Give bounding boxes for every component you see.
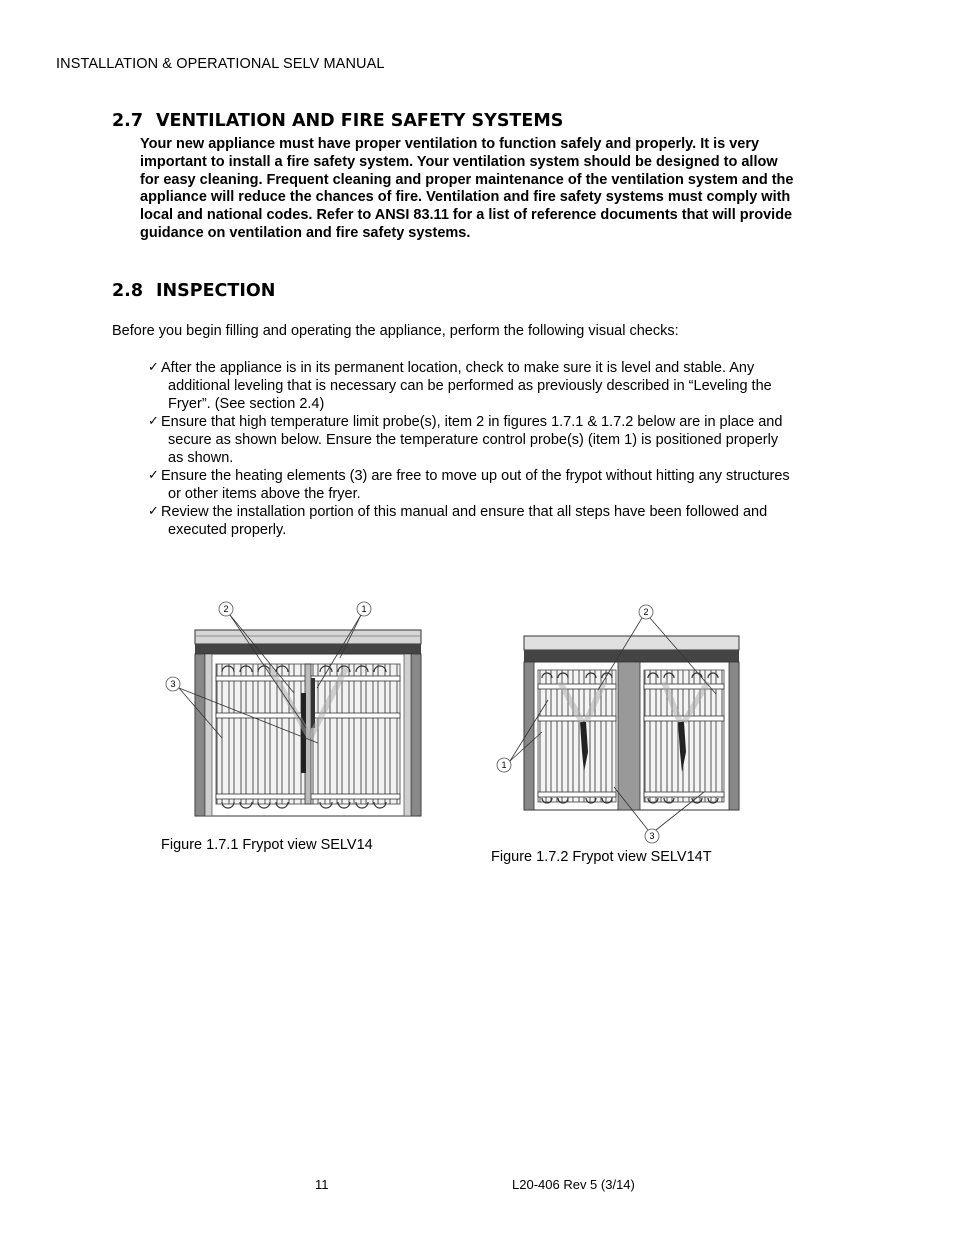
checklist-line: or other items above the fryer. [168, 486, 361, 502]
check-mark-icon: ✓ [148, 468, 159, 483]
checklist-line: executed properly. [168, 522, 287, 538]
paragraph-line: for easy cleaning. Frequent cleaning and proper maintenance of the ventilation system and the [140, 171, 794, 188]
checklist-line: Review the installation portion of this manual and ensure that all steps have been followed and [161, 504, 768, 520]
paragraph-line: guidance on ventilation and fire safety systems. [140, 224, 471, 241]
checklist-line: Ensure that high temperature limit probe(s), item 2 in figures 1.7.1 & 1.7.2 below are in place and [161, 414, 783, 430]
callout-label: 1 [501, 760, 507, 770]
section-number: 2.7 [112, 111, 144, 131]
figure-caption: Figure 1.7.1 Frypot view SELV14 [161, 837, 373, 853]
checklist-line: secure as shown below. Ensure the temperature control probe(s) (item 1) is positioned properly [168, 432, 779, 448]
paragraph-line: important to install a fire safety system. Your ventilation system should be designed to allow [140, 153, 778, 170]
inspection-checklist [148, 359, 848, 539]
paragraph-line: local and national codes. Refer to ANSI 83.11 for a list of reference documents that will provide [140, 207, 793, 224]
section-title: INSPECTION [156, 281, 276, 301]
page-header: INSTALLATION & OPERATIONAL SELV MANUAL [56, 56, 385, 72]
checklist-line: Ensure the heating elements (3) are free to move up out of the frypot without hitting any structures [161, 468, 790, 484]
section-heading-2-7 [112, 111, 563, 131]
check-mark-icon: ✓ [148, 360, 159, 375]
frypot-figure-selv14 [160, 598, 430, 820]
figure-caption: Figure 1.7.2 Frypot view SELV14T [491, 849, 712, 865]
paragraph-line: appliance will reduce the chances of fire. Ventilation and fire safety systems must comply with [140, 189, 791, 206]
callout-label: 3 [649, 831, 655, 841]
check-mark-icon: ✓ [148, 414, 159, 429]
inspection-intro: Before you begin filling and operating the appliance, perform the following visual checks: [112, 323, 679, 339]
checklist-line: additional leveling that is necessary can be performed as previously described in “Leveling the [168, 378, 772, 394]
checklist-item [148, 467, 848, 503]
ventilation-paragraph [140, 136, 850, 243]
section-heading-2-8 [112, 281, 275, 301]
checklist-item [148, 413, 848, 467]
checklist-line: as shown. [168, 450, 234, 466]
checklist-item [148, 503, 848, 539]
callout-label: 2 [643, 607, 649, 617]
checklist-item [148, 359, 848, 413]
callout-label: 2 [223, 604, 229, 614]
checklist-line: After the appliance is in its permanent location, check to make sure it is level and stable. Any [161, 360, 755, 376]
section-number: 2.8 [112, 281, 144, 301]
page-number: 11 [315, 1177, 329, 1192]
section-title: VENTILATION AND FIRE SAFETY SYSTEMS [156, 111, 564, 131]
frypot-figure-selv14t [494, 602, 746, 846]
callout-label: 1 [361, 604, 367, 614]
checklist-line: Fryer”. (See section 2.4) [168, 396, 325, 412]
document-revision: L20-406 Rev 5 (3/14) [512, 1177, 635, 1192]
paragraph-line: Your new appliance must have proper ventilation to function safely and properly. It is very [140, 136, 760, 152]
callout-label: 3 [170, 679, 176, 689]
check-mark-icon: ✓ [148, 504, 159, 519]
